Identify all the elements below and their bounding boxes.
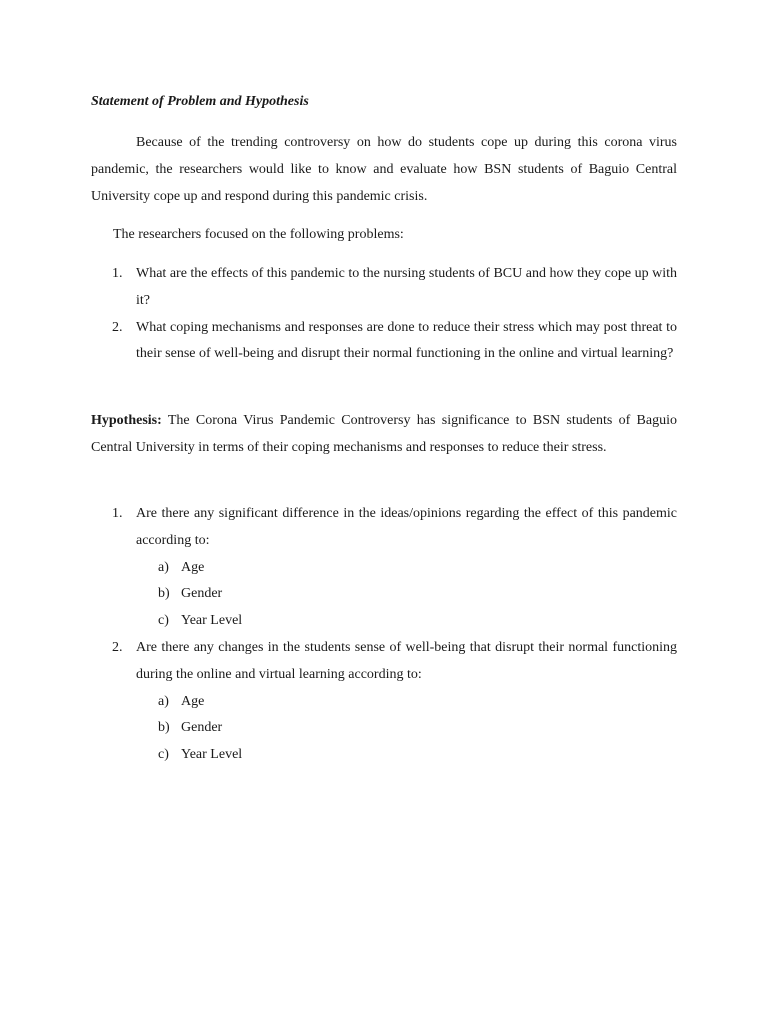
criteria-item [136,581,677,608]
criteria-text: Age [181,559,205,575]
section-title: Statement of Problem and Hypothesis [91,94,309,109]
hypothesis-item-text: Are there any changes in the students sense of well-being that disrupt their normal functioning during the online and virtual learning according to: [136,639,677,682]
criteria-text: Year Level [181,747,243,763]
criteria-letter: b) [158,720,170,736]
intro-paragraph: Because of the trending controversy on how do students cope up during this corona virus pandemic, the researchers would like to know and evaluate how BSN students of Baguio Central University cope up and respond during this pandemic crisis. [91,135,677,204]
hypothesis-number: 2. [112,639,123,655]
criteria-item [136,715,677,742]
problem-number: 1. [112,266,123,281]
hypothesis-item [91,635,677,769]
problems-list [91,261,677,368]
hypothesis-label: Hypothesis: [91,413,162,428]
hypothesis-text: The Corona Virus Pandemic Controversy has significance to BSN students of Baguio Central University in terms of their coping mechanisms and responses to reduce their stress. [91,413,677,455]
problem-number: 2. [112,319,123,335]
criteria-text: Age [181,693,205,709]
hypothesis-item [91,501,677,635]
focus-line: The researchers focused on the following problems: [113,227,404,242]
hypothesis-number: 1. [112,506,123,521]
hypothesis-item-text: Are there any significant difference in the ideas/opinions regarding the effect of this pandemic according to: [136,506,677,548]
problem-item [91,315,677,369]
criteria-item [136,608,677,635]
criteria-list [136,555,677,635]
criteria-text: Year Level [181,613,243,629]
criteria-letter: b) [158,586,170,602]
criteria-item [136,689,677,716]
problem-item [91,261,677,315]
criteria-text: Gender [181,586,223,602]
problem-text: What are the effects of this pandemic to the nursing students of BCU and how they cope up with it? [136,266,677,308]
criteria-list [136,689,677,769]
criteria-letter: c) [158,613,169,629]
problem-text: What coping mechanisms and responses are done to reduce their stress which may post threat to their sense of well-being and disrupt their normal functioning in the online and virtual learning? [136,319,677,362]
criteria-letter: c) [158,747,169,763]
criteria-item [136,742,677,769]
criteria-letter: a) [158,693,169,709]
criteria-text: Gender [181,720,223,736]
hypothesis-paragraph [91,408,677,462]
criteria-letter: a) [158,559,169,575]
hypothesis-list [91,501,677,769]
criteria-item [136,555,677,582]
